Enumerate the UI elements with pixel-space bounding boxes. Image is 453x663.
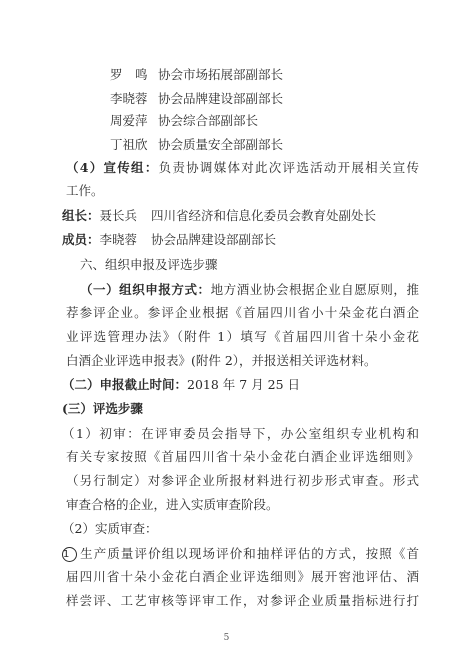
step1-text: 有关专家按照《首届四川省十朵小金花白酒企业评选细则》 [66, 449, 419, 464]
member-role: 协会质量安全部副部长 [158, 137, 284, 152]
sub1-line [66, 304, 419, 321]
member-group-row [62, 231, 419, 248]
member-name: 周爱萍 [110, 113, 148, 128]
section-title-text: 六、组织申报及评选步骤 [80, 257, 218, 272]
step2-heading-text: （2）实质审查： [62, 521, 158, 536]
publicity-text-cont: 工作。 [66, 183, 104, 198]
leader-row [62, 207, 419, 224]
step2-item-text: 生产质量评价组以现场评价和抽样评估的方式，按照《首 [79, 546, 419, 561]
publicity-text: 负责协调媒体对此次评选活动开展相关宣传 [158, 160, 419, 175]
member-label: 成员： [62, 232, 100, 247]
step2-heading [62, 520, 419, 537]
member-role: 协会综合部副部长 [158, 113, 259, 128]
page-number: 5 [223, 633, 230, 643]
member-name: 丁祖欣 [110, 137, 148, 152]
step1-line [62, 425, 419, 442]
step1-line [66, 472, 419, 489]
member-row [110, 136, 419, 153]
member-name: 罗 鸣 [110, 67, 148, 82]
leader-role: 四川省经济和信息化委员会教育处副处长 [151, 208, 377, 223]
sub1-text: 荐参评企业。参评企业根据《首届四川省小十朵金花白酒企 [66, 305, 419, 320]
sub2-heading: （二）申报截止时间： [62, 377, 188, 392]
step1-line [66, 496, 419, 513]
sub1-line [66, 352, 419, 369]
publicity-heading: （4）宣传组： [66, 160, 159, 175]
sub3-heading-text: (三）评选步骤 [62, 401, 143, 416]
step1-text: （1）初审：在评审委员会指导下，办公室组织专业机构和 [62, 426, 419, 441]
sub1-text: 地方酒业协会根据企业自愿原则，推 [210, 282, 419, 297]
member-group-role: 协会品牌建设部副部长 [151, 232, 277, 247]
sub3-heading [62, 400, 419, 417]
sub2-row [62, 376, 419, 393]
step2-item-line [66, 568, 419, 585]
step2-item-text: 届四川省十朵小金花白酒企业评选细则》展开窖池评估、酒 [66, 569, 419, 584]
leader-name: 聂长兵 [99, 208, 138, 223]
publicity-paragraph-cont [66, 182, 419, 199]
step1-text: 审查合格的企业，进入实质审查阶段。 [66, 497, 279, 512]
member-role: 协会品牌建设部副部长 [158, 91, 284, 106]
sub1-line [66, 328, 419, 345]
sub1-text: 业评选管理办法》（附件 1）填写《首届四川省十朵小金花 [66, 329, 419, 344]
publicity-paragraph [66, 159, 419, 176]
sub1-paragraph [80, 281, 419, 298]
leader-label: 组长： [62, 208, 100, 223]
step2-item-text: 样尝评、工艺审核等评审工作，对参评企业质量指标进行打 [66, 593, 419, 608]
sub2-date: 2018 年 7 月 25 日 [187, 377, 301, 392]
sub1-text: 白酒企业评选申报表》(附件 2），并报送相关评选材料。 [66, 353, 377, 368]
member-name: 李晓蓉 [110, 91, 148, 106]
sub1-heading: （一）组织申报方式： [80, 282, 211, 297]
member-row [110, 112, 419, 129]
section-title [80, 256, 419, 273]
member-row [110, 66, 419, 83]
member-role: 协会市场拓展部副部长 [158, 67, 284, 82]
member-group-name: 李晓蓉 [99, 232, 138, 247]
member-row [110, 90, 419, 107]
step1-text: （另行制定）对参评企业所报材料进行初步形式审查。形式 [66, 473, 419, 488]
step2-item-line [66, 592, 419, 609]
step2-item-line [62, 545, 419, 562]
circled-number-marker: 1 [62, 547, 77, 562]
step1-line [66, 448, 419, 465]
